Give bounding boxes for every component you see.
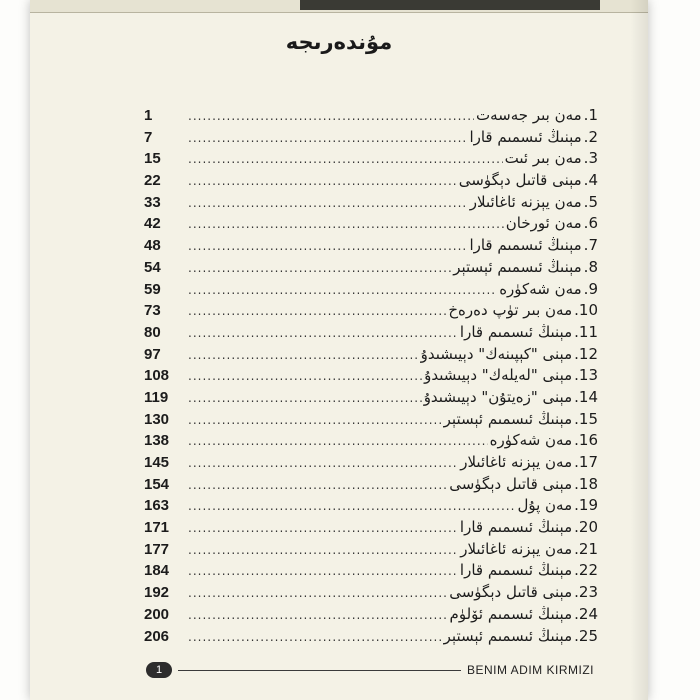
toc-entry-number: 3. [583,149,598,168]
toc-title: مېنى "زەيتۇن" دېيىشىدۇ [423,387,573,406]
toc-entry-number: 18. [574,474,598,493]
toc-page-number: 80 [144,323,161,341]
toc-page-number: 59 [144,280,161,298]
toc-entry-number: 1. [583,106,598,124]
toc-entry-number: 2. [583,127,598,146]
toc-entry-number: 8. [583,257,598,276]
toc-row [144,214,598,236]
toc-title: مەن يېزنە ئاغائىلار [460,539,573,558]
toc-page-number: 200 [144,605,170,623]
footer-page-number: 1 [146,662,172,678]
toc-leader-dots [188,131,467,145]
toc-title: مېنى قاتىل دېگۈسى [449,474,573,493]
toc-entry-number: 14. [574,387,598,406]
toc-entry-number: 17. [574,453,598,471]
toc-row [144,475,598,497]
toc-title: مەن شەكۈرە [499,279,582,298]
toc-page-number: 119 [144,388,169,406]
toc-page-number: 108 [144,367,170,385]
toc-page-number: 163 [144,497,170,515]
footer-rule [178,670,461,671]
toc-entry-number: 20. [574,518,598,537]
toc-title: مېنى "كېپىنەك" دېيىشىدۇ [420,344,573,363]
toc-row [144,366,598,388]
toc-entry-number: 25. [574,626,598,645]
toc-leader-dots [188,152,503,166]
toc-leader-dots [188,499,515,513]
toc-title: مەن بىر جەسەت [476,106,582,124]
toc-entry-number: 10. [574,301,598,320]
toc-leader-dots [188,564,458,578]
toc-page-number: 42 [144,215,161,233]
toc-title: مېنى قاتىل دېگۈسى [449,583,573,602]
toc-leader-dots [188,478,447,492]
toc-row [144,561,598,583]
toc-page-number: 33 [144,193,161,211]
toc-title: مەن ئورخان [505,214,582,233]
toc-entry-number: 12. [574,344,598,363]
toc-entry-number: 4. [583,171,598,190]
toc-leader-dots [188,521,458,535]
toc-row [144,453,598,475]
toc-page-number: 206 [144,627,170,645]
toc-row [144,431,598,453]
toc-row [144,301,598,323]
page-footer [146,660,594,680]
page-title: مۇندەرىجە [285,30,393,54]
toc-row [144,496,598,518]
previous-page-edge [300,0,600,10]
toc-leader-dots [188,109,474,123]
toc-title: مەن يېزنە ئاغائىلار [460,453,573,471]
toc-row [144,258,598,280]
toc-row [144,171,598,193]
toc-leader-dots [188,304,446,318]
toc-page-number: 154 [144,475,170,493]
toc-title: مەن يېزنە ئاغائىلار [469,192,582,211]
toc-leader-dots [188,283,497,297]
toc-page-number: 1 [144,107,153,124]
toc-leader-dots [188,369,422,383]
toc-leader-dots [188,586,447,600]
toc-row [144,518,598,540]
toc-row [144,236,598,258]
toc-row [144,583,598,605]
toc-row [144,128,598,150]
toc-leader-dots [188,174,457,188]
toc-leader-dots [188,348,419,362]
toc-page-number: 54 [144,258,161,276]
toc-page-number: 22 [144,172,161,190]
toc-entry-number: 16. [574,431,598,450]
toc-row [144,605,598,627]
toc-row [144,345,598,367]
table-of-contents [144,106,598,648]
toc-row [144,388,598,410]
toc-entry-number: 9. [583,279,598,298]
toc-title: مېنىڭ ئىسمىم ئۆلۈم [449,604,573,623]
toc-title: مەن بىر تۈپ دەرەخ [448,301,573,320]
toc-title: مېنى "لەيلەك" دېيىشىدۇ [424,366,573,385]
toc-leader-dots [188,261,451,275]
toc-title: مېنىڭ ئىسمىم قارا [459,561,573,580]
toc-title: مېنىڭ ئىسمىم قارا [469,236,582,255]
toc-title: مېنىڭ ئىسمىم قارا [469,127,582,146]
toc-row [144,149,598,171]
toc-entry-number: 13. [574,366,598,385]
toc-entry-number: 5. [583,192,598,211]
toc-page-number: 48 [144,237,161,255]
toc-page-number: 130 [144,410,170,428]
toc-leader-dots [188,434,488,448]
toc-page-number: 138 [144,432,170,450]
toc-title: مېنىڭ ئىسمىم ئېستېر [443,409,573,428]
toc-leader-dots [188,326,458,340]
toc-entry-number: 15. [574,409,598,428]
toc-row [144,280,598,302]
toc-row [144,540,598,562]
toc-entry-number: 21. [574,539,598,558]
toc-leader-dots [188,543,458,557]
toc-leader-dots [188,608,448,622]
toc-entry-number: 19. [574,496,598,515]
toc-page-number: 171 [144,519,170,537]
toc-entry-number: 22. [574,561,598,580]
toc-page-number: 73 [144,302,161,320]
toc-row [144,627,598,649]
toc-page-number: 7 [144,128,153,146]
toc-row [144,323,598,345]
toc-entry-number: 23. [574,583,598,602]
toc-page-number: 184 [144,562,170,580]
toc-row [144,193,598,215]
toc-leader-dots [188,391,422,405]
toc-page-number: 15 [144,150,161,168]
toc-title: مېنىڭ ئىسمىم ئېستېر [443,626,573,645]
toc-leader-dots [188,217,504,231]
toc-title: مەن پۇل [517,496,573,515]
toc-page-number: 97 [144,345,161,363]
toc-leader-dots [188,456,458,470]
toc-entry-number: 7. [583,236,598,255]
toc-title: مېنىڭ ئىسمىم قارا [459,518,573,537]
toc-entry-number: 6. [583,214,598,233]
toc-leader-dots [188,630,442,644]
page-shadow [630,0,648,700]
toc-leader-dots [188,239,467,253]
book-page [30,0,648,700]
footer-running-title: BENIM ADIM KIRMIZI [466,663,594,677]
toc-row [144,410,598,432]
toc-page-number: 177 [144,540,170,558]
toc-page-number: 192 [144,584,170,602]
toc-title: مېنى قاتىل دېگۈسى [458,171,582,190]
toc-title: مەن بىر ئىت [504,149,582,168]
toc-page-number: 145 [144,454,170,471]
toc-entry-number: 11. [574,322,598,341]
toc-entry-number: 24. [574,604,598,623]
toc-title: مېنىڭ ئىسمىم ئېستېر [453,257,582,276]
toc-row [144,106,598,128]
toc-leader-dots [188,196,468,210]
toc-leader-dots [188,413,442,427]
toc-title: مەن شەكۈرە [489,431,573,450]
toc-title: مېنىڭ ئىسمىم قارا [459,322,573,341]
